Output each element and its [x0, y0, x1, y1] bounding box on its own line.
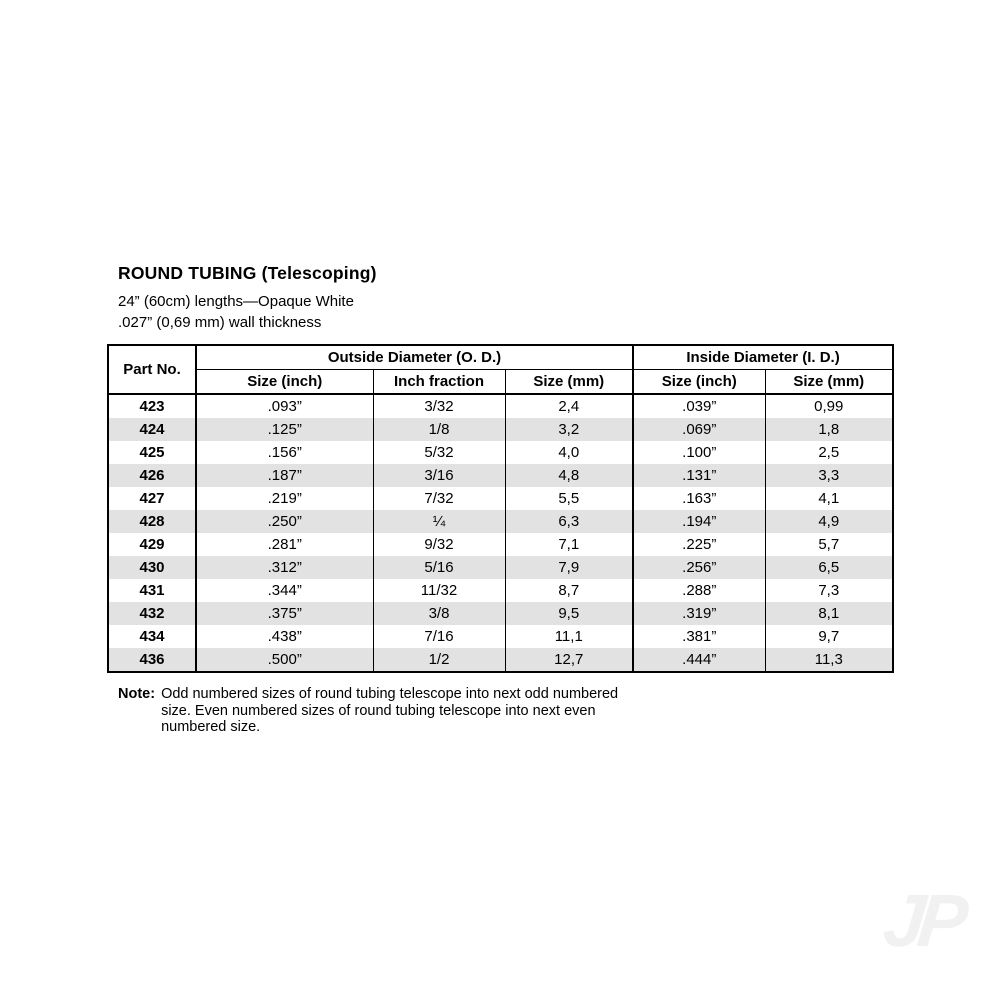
cell-id_size_mm: 4,1	[765, 487, 893, 510]
cell-id_size_mm: 8,1	[765, 602, 893, 625]
cell-part_no: 434	[108, 625, 196, 648]
cell-id_size_inch: .131”	[633, 464, 765, 487]
table-row	[108, 464, 893, 487]
cell-od_size_mm: 7,1	[505, 533, 633, 556]
header-outside-diameter-group: Outside Diameter (O. D.)	[196, 345, 633, 370]
cell-id_size_mm: 4,9	[765, 510, 893, 533]
cell-od_size_mm: 12,7	[505, 648, 633, 672]
header-id-size-inch: Size (inch)	[633, 370, 765, 395]
cell-id_size_mm: 7,3	[765, 579, 893, 602]
cell-od_size_mm: 2,4	[505, 394, 633, 418]
table-row	[108, 625, 893, 648]
table-header-group-row	[108, 345, 893, 370]
table-row	[108, 648, 893, 672]
cell-id_size_mm: 1,8	[765, 418, 893, 441]
table-row	[108, 441, 893, 464]
table-row	[108, 487, 893, 510]
title-block	[118, 263, 377, 333]
cell-id_size_mm: 0,99	[765, 394, 893, 418]
cell-od_inch_fraction: 1/2	[373, 648, 505, 672]
round-tubing-spec-table	[107, 344, 894, 673]
cell-id_size_inch: .381”	[633, 625, 765, 648]
table-row	[108, 556, 893, 579]
cell-od_size_mm: 7,9	[505, 556, 633, 579]
cell-od_size_inch: .281”	[196, 533, 373, 556]
cell-od_inch_fraction: 11/32	[373, 579, 505, 602]
cell-part_no: 425	[108, 441, 196, 464]
table-row	[108, 533, 893, 556]
table-row	[108, 579, 893, 602]
header-part-no: Part No.	[108, 345, 196, 394]
cell-od_size_inch: .250”	[196, 510, 373, 533]
cell-od_size_inch: .344”	[196, 579, 373, 602]
cell-part_no: 423	[108, 394, 196, 418]
cell-od_size_inch: .219”	[196, 487, 373, 510]
cell-od_size_inch: .125”	[196, 418, 373, 441]
cell-od_size_mm: 6,3	[505, 510, 633, 533]
cell-id_size_mm: 9,7	[765, 625, 893, 648]
cell-part_no: 429	[108, 533, 196, 556]
cell-id_size_inch: .069”	[633, 418, 765, 441]
note-label: Note:	[118, 686, 156, 702]
cell-od_size_mm: 4,0	[505, 441, 633, 464]
cell-part_no: 431	[108, 579, 196, 602]
cell-od_inch_fraction: 5/16	[373, 556, 505, 579]
cell-od_inch_fraction: 3/8	[373, 602, 505, 625]
cell-part_no: 424	[108, 418, 196, 441]
header-inside-diameter-group: Inside Diameter (I. D.)	[633, 345, 893, 370]
header-od-inch-fraction: Inch fraction	[373, 370, 505, 395]
cell-od_size_inch: .500”	[196, 648, 373, 672]
cell-id_size_inch: .319”	[633, 602, 765, 625]
cell-od_inch_fraction: 7/32	[373, 487, 505, 510]
header-id-size-mm: Size (mm)	[765, 370, 893, 395]
cell-id_size_mm: 6,5	[765, 556, 893, 579]
cell-od_inch_fraction: 5/32	[373, 441, 505, 464]
cell-id_size_inch: .256”	[633, 556, 765, 579]
cell-part_no: 428	[108, 510, 196, 533]
cell-od_size_mm: 4,8	[505, 464, 633, 487]
cell-id_size_inch: .288”	[633, 579, 765, 602]
note-text: Odd numbered sizes of round tubing telescope into next odd numbered size. Even numbered sizes of round tubing telescope into next even numbered size.	[161, 686, 619, 735]
cell-od_inch_fraction: 7/16	[373, 625, 505, 648]
cell-part_no: 426	[108, 464, 196, 487]
cell-id_size_mm: 2,5	[765, 441, 893, 464]
cell-od_inch_fraction: 3/32	[373, 394, 505, 418]
cell-od_inch_fraction: 3/16	[373, 464, 505, 487]
cell-od_size_mm: 8,7	[505, 579, 633, 602]
cell-od_size_mm: 3,2	[505, 418, 633, 441]
cell-id_size_inch: .444”	[633, 648, 765, 672]
cell-od_size_inch: .187”	[196, 464, 373, 487]
cell-od_size_inch: .156”	[196, 441, 373, 464]
note-block	[118, 686, 638, 736]
cell-id_size_mm: 11,3	[765, 648, 893, 672]
table-row	[108, 394, 893, 418]
page-title: ROUND TUBING (Telescoping)	[118, 263, 377, 283]
cell-od_inch_fraction: ¼	[373, 510, 505, 533]
cell-part_no: 432	[108, 602, 196, 625]
cell-od_size_inch: .438”	[196, 625, 373, 648]
cell-od_size_inch: .375”	[196, 602, 373, 625]
header-od-size-inch: Size (inch)	[196, 370, 373, 395]
cell-id_size_inch: .225”	[633, 533, 765, 556]
cell-od_size_mm: 11,1	[505, 625, 633, 648]
table-row	[108, 602, 893, 625]
table-header-sub-row	[108, 370, 893, 395]
cell-id_size_mm: 5,7	[765, 533, 893, 556]
cell-id_size_inch: .163”	[633, 487, 765, 510]
table-row	[108, 510, 893, 533]
cell-id_size_inch: .039”	[633, 394, 765, 418]
subtitle-lengths: 24” (60cm) lengths—Opaque White	[118, 293, 354, 310]
cell-od_inch_fraction: 9/32	[373, 533, 505, 556]
subtitle-wall-thickness: .027” (0,69 mm) wall thickness	[118, 314, 322, 331]
cell-id_size_mm: 3,3	[765, 464, 893, 487]
cell-id_size_inch: .100”	[633, 441, 765, 464]
jp-watermark-logo: JP	[879, 879, 965, 962]
cell-id_size_inch: .194”	[633, 510, 765, 533]
cell-od_size_inch: .093”	[196, 394, 373, 418]
cell-od_size_inch: .312”	[196, 556, 373, 579]
cell-part_no: 427	[108, 487, 196, 510]
cell-od_size_mm: 9,5	[505, 602, 633, 625]
table-row	[108, 418, 893, 441]
cell-part_no: 436	[108, 648, 196, 672]
cell-od_size_mm: 5,5	[505, 487, 633, 510]
table-body	[108, 394, 893, 672]
header-od-size-mm: Size (mm)	[505, 370, 633, 395]
cell-part_no: 430	[108, 556, 196, 579]
cell-od_inch_fraction: 1/8	[373, 418, 505, 441]
